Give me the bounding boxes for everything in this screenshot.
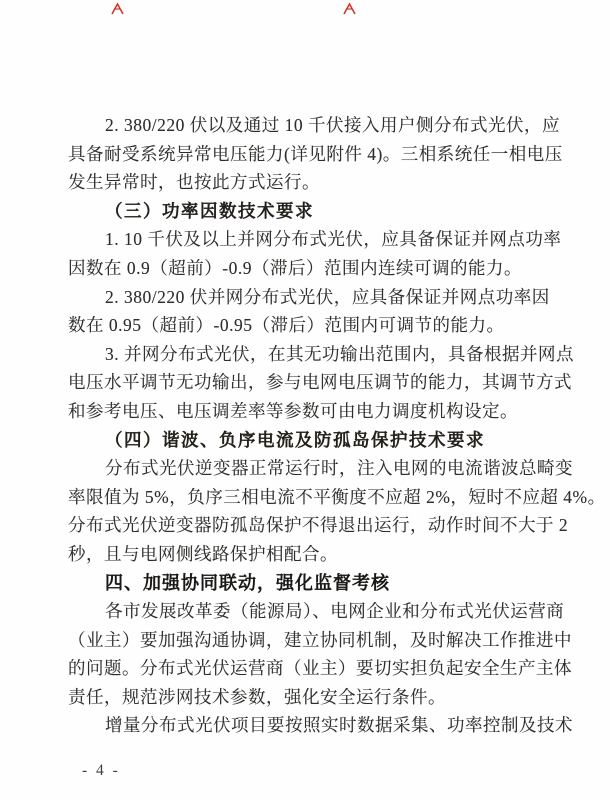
text-line: 电压水平调节无功输出，参与电网电压调节的能力，其调节方式	[68, 372, 572, 393]
page-number: - 4 -	[82, 762, 121, 779]
text-line: 增量分布式光伏项目要按照实时数据采集、功率控制及技术	[105, 715, 573, 736]
red-artifact-icon	[342, 2, 357, 15]
text-line: 率限值为 5%，负序三相电流不平衡度不应超 2%，短时不应超 4%。	[68, 486, 606, 507]
text-line: 数在 0.95（超前）-0.95（滞后）范围内可调节的能力。	[68, 315, 505, 336]
text-line: 分布式光伏逆变器正常运行时，注入电网的电流谐波总畸变	[105, 458, 573, 479]
text-line: 秒，且与电网侧线路保护相配合。	[68, 543, 338, 564]
red-artifact-icon	[110, 2, 125, 15]
text-line: 和参考电压、电压调差率等参数可由电力调度机构设定。	[68, 400, 518, 421]
text-line: 3. 并网分布式光伏，在其无功输出范围内，具备根据并网点	[105, 343, 574, 364]
heading-line: 四、加强协同联动，强化监督考核	[105, 572, 390, 593]
document-lines	[68, 111, 606, 740]
text-line: 2. 380/220 伏以及通过 10 千伏接入用户侧分布式光伏，应	[105, 115, 560, 135]
text-line: 因数在 0.9（超前）-0.9（滞后）范围内连续可调的能力。	[68, 257, 522, 278]
heading-line: （四）谐波、负序电流及防孤岛保护技术要求	[105, 429, 485, 450]
text-line: 的问题。分布式光伏运营商（业主）要切实担负起安全生产主体	[68, 658, 572, 679]
text-line: （业主）要加强沟通协调，建立协同机制，及时解决工作推进中	[68, 629, 572, 650]
text-line: 1. 10 千伏及以上并网分布式光伏，应具备保证并网点功率	[105, 229, 562, 250]
text-line: 具备耐受系统异常电压能力(详见附件 4)。三相系统任一相电压	[68, 143, 563, 164]
text-line: 发生异常时，也按此方式运行。	[68, 172, 320, 193]
text-line: 2. 380/220 伏并网分布式光伏，应具备保证并网点功率因	[105, 286, 550, 307]
heading-line: （三）功率因数技术要求	[105, 200, 314, 221]
text-line: 责任，规范涉网技术参数，强化安全运行条件。	[68, 686, 446, 707]
text-line: 分布式光伏逆变器防孤岛保护不得退出运行，动作时间不大于 2	[68, 515, 569, 536]
text-line: 各市发展改革委（能源局）、电网企业和分布式光伏运营商	[105, 601, 565, 622]
